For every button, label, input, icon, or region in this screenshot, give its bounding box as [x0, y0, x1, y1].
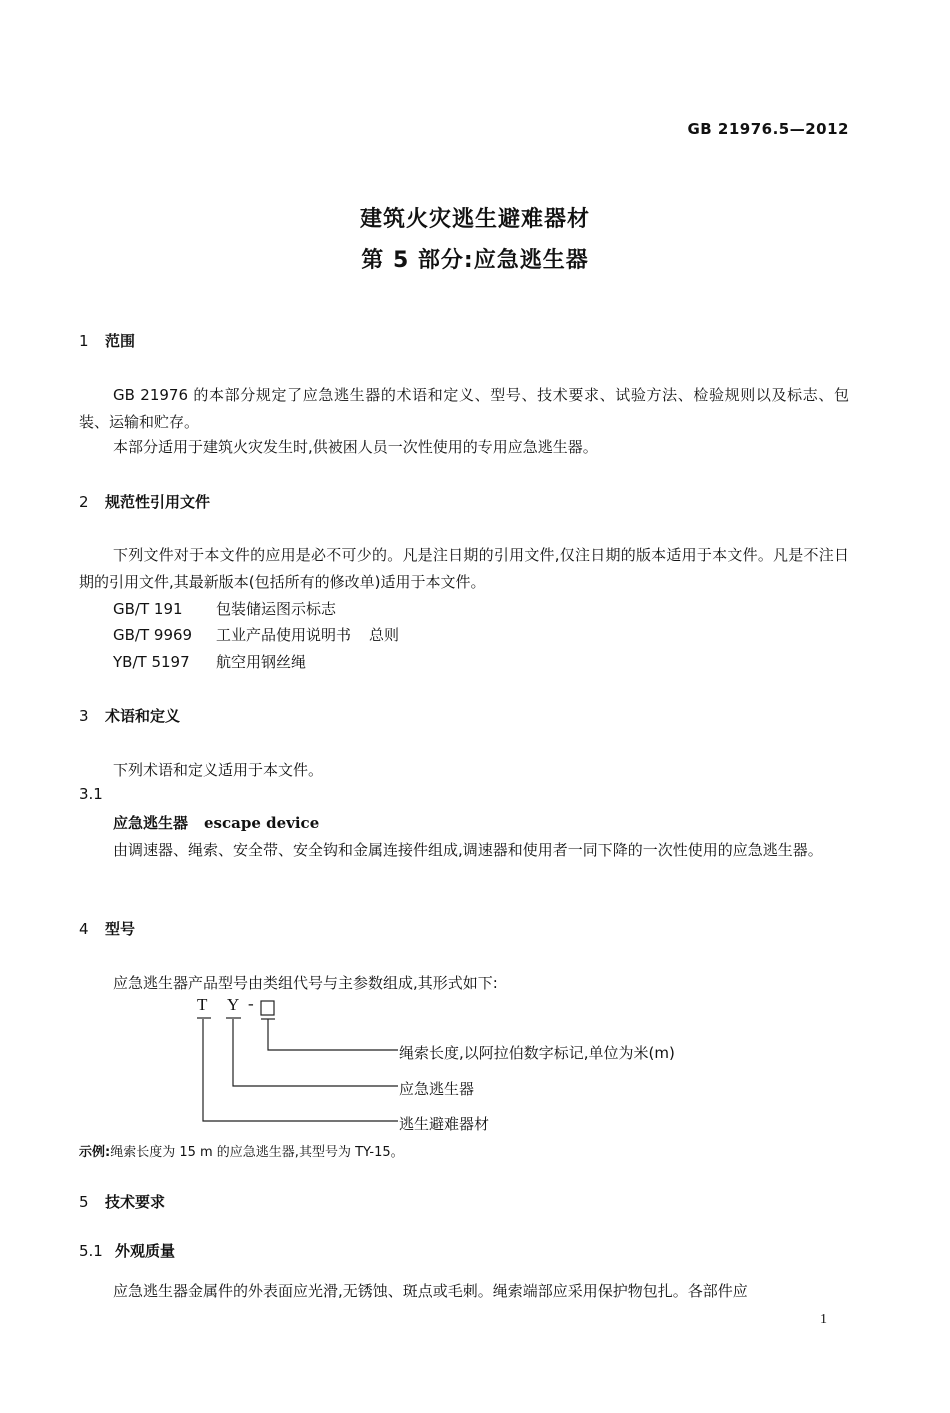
- section-number: 3: [79, 707, 89, 725]
- leader-device: [233, 1019, 398, 1086]
- section-number: 4: [79, 920, 89, 938]
- term-english: escape device: [204, 814, 320, 832]
- reference-code: YB/T 5197: [113, 653, 190, 671]
- section-5-heading: [79, 1191, 165, 1212]
- reference-code: GB/T 9969: [113, 626, 193, 644]
- reference-title: 工业产品使用说明书: [216, 626, 352, 644]
- model-code-t: T: [197, 995, 208, 1014]
- document-title-line2: 第 5 部分:应急逃生器: [361, 248, 589, 273]
- example-text: 绳索长度为 15 m 的应急逃生器,其型号为 TY-15。: [110, 1145, 404, 1160]
- subsection-title: 外观质量: [115, 1242, 176, 1260]
- subsection-3-1-number: 3.1: [79, 785, 103, 803]
- section-number: 1: [79, 332, 89, 350]
- reference-extra: 总则: [369, 626, 400, 644]
- leader-equipment: [203, 1019, 398, 1121]
- model-code-y: Y: [227, 995, 240, 1014]
- term-definition: 由调速器、绳索、安全带、安全钩和金属连接件组成,调速器和使用者一同下降的一次性使用的应急逃生器。: [113, 841, 823, 859]
- reference-title: 包装储运图示标志: [216, 600, 337, 618]
- section-5-1-paragraph: 应急逃生器金属件的外表面应光滑,无锈蚀、斑点或毛刺。绳索端部应采用保护物包扎。各部件应: [113, 1282, 748, 1300]
- section-1-paragraph-2: 本部分适用于建筑火灾发生时,供被困人员一次性使用的专用应急逃生器。: [113, 438, 598, 456]
- reference-title: 航空用钢丝绳: [216, 653, 307, 671]
- label-escape-device: 应急逃生器: [399, 1080, 475, 1098]
- section-3-paragraph: 下列术语和定义适用于本文件。: [113, 761, 324, 779]
- example-label: 示例:: [79, 1145, 111, 1160]
- label-escape-equipment: 逃生避难器材: [399, 1115, 490, 1133]
- term-chinese: 应急逃生器: [113, 814, 189, 832]
- section-title: 规范性引用文件: [105, 493, 211, 511]
- section-title: 范围: [105, 332, 136, 350]
- section-number: 5: [79, 1193, 89, 1211]
- example-note: [79, 1141, 404, 1160]
- section-title: 技术要求: [105, 1193, 166, 1211]
- reference-code: GB/T 191: [113, 600, 183, 618]
- page-number: 1: [820, 1312, 827, 1327]
- document-title-line1: 建筑火灾逃生避难器材: [359, 207, 590, 232]
- parameter-placeholder-box: [261, 1001, 274, 1015]
- section-1-paragraph-1: GB 21976 的本部分规定了应急逃生器的术语和定义、型号、技术要求、试验方法、检验规则以及标志、包装、运输和贮存。: [79, 386, 849, 431]
- leader-rope-length: [268, 1019, 398, 1050]
- standard-code: GB 21976.5—2012: [687, 120, 849, 138]
- subsection-5-1-heading: [79, 1240, 175, 1261]
- model-code-dash: -: [248, 994, 254, 1013]
- section-2-paragraph: 下列文件对于本文件的应用是必不可少的。凡是注日期的引用文件,仅注日期的版本适用于本文件。凡是不注日期的引用文件,其最新版本(包括所有的修改单)适用于本文件。: [79, 546, 849, 591]
- section-number: 2: [79, 493, 89, 511]
- section-title: 型号: [105, 920, 136, 938]
- label-rope-length: 绳索长度,以阿拉伯数字标记,单位为米(m): [399, 1044, 675, 1062]
- section-title: 术语和定义: [105, 707, 181, 725]
- subsection-number: 5.1: [79, 1242, 103, 1260]
- section-4-paragraph: 应急逃生器产品型号由类组代号与主参数组成,其形式如下:: [113, 974, 498, 992]
